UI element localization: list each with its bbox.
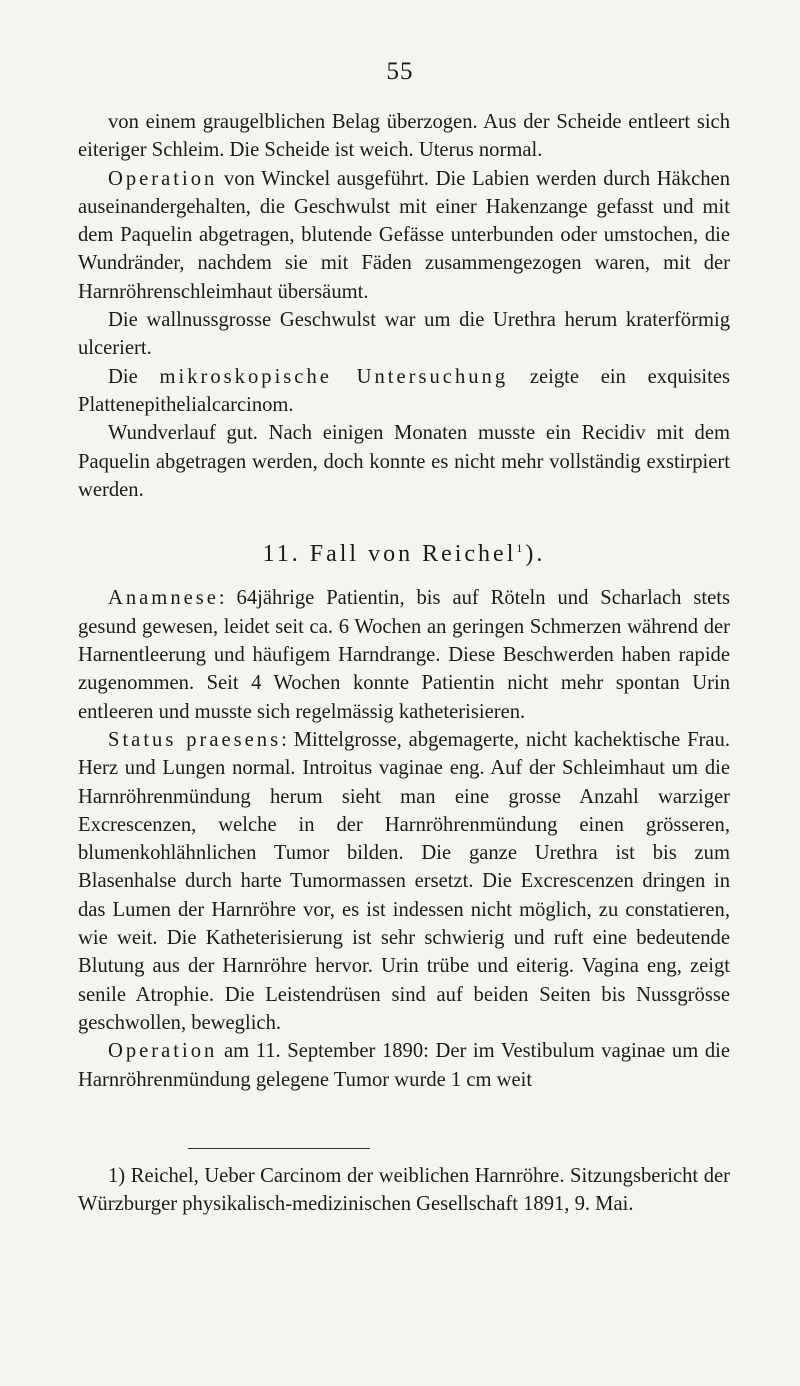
paragraph	[78, 1037, 730, 1094]
footnote-mark: 1	[516, 541, 526, 556]
paragraph	[78, 584, 730, 725]
footnote-divider	[188, 1148, 370, 1149]
section-heading	[78, 534, 730, 568]
paragraph	[78, 108, 730, 165]
paragraph	[78, 363, 730, 420]
body-text	[78, 108, 730, 1094]
paragraph-text: Wundverlauf gut. Nach einigen Monaten musste ein Recidiv mit dem Paquelin abgetragen werden, doch konnte es nicht mehr vollständig exstirpiert werden.	[78, 422, 730, 501]
spaced-heading: mikroskopische Untersuchung	[159, 365, 509, 388]
section-title: 11. Fall von Reichel	[262, 541, 517, 568]
paragraph-text: : 64jährige Patientin, bis auf Röteln und Scharlach stets gesund gewesen, leidet seit ca. 6 Wochen an geringen Schmerzen während der Harnentleerung und häufigem Harndrange. Diese Beschwerden haben rapide zugenommen. Seit 4 Wochen konnte Patientin nicht mehr spontan Urin entleeren und musste sich regelmässig katheterisieren.	[78, 587, 730, 723]
spaced-heading: Operation	[108, 167, 218, 190]
paragraph-text: am 11. September 1890: Der im Vestibulum vaginae um die Harnröhrenmündung gelegene Tumor wurde 1 cm weit	[78, 1040, 730, 1091]
paragraph-text: von einem graugelblichen Belag überzogen. Aus der Scheide entleert sich eiteriger Schleim. Die Scheide ist weich. Uterus normal.	[78, 111, 730, 162]
paragraph-text: von Winckel ausgeführt. Die Labien werden durch Häkchen auseinandergehalten, die Geschwulst mit einer Hakenzange gefasst und mit dem Paquelin abgetragen, blutende Gefässe unterbunden oder umstochen, die Wundränder, nachdem sie mit Fäden zusammengezogen waren, mit der Harnröhrenschleimhaut übersäumt.	[78, 167, 730, 303]
paragraph	[78, 306, 730, 363]
footnote: 1) Reichel, Ueber Carcinom der weiblichen Harnröhre. Sitzungsbericht der Würzburger physikalisch-medizinischen Gesellschaft 1891, 9. Mai.	[78, 1165, 730, 1216]
page-number: 55	[386, 58, 414, 85]
spaced-heading: Operation	[108, 1040, 218, 1063]
paragraph-text: Die	[108, 365, 160, 388]
paragraph	[78, 419, 730, 504]
spaced-heading: Anamnese	[108, 587, 219, 610]
paragraph-text: : Mittelgrosse, abgemagerte, nicht kachektische Frau. Herz und Lungen normal. Introitus vaginae eng. Auf der Schleimhaut um die Harnröhrenmündung herum sieht man eine grosse Anzahl warziger Excrescenzen, welche in der Harnröhrenmündung einen grösseren, blumenkohlähnlichen Tumor bilden. Die ganze Urethra ist bis zum Blasenhalse durch harte Tumormassen ersetzt. Die Excrescenzen dringen in das Lumen der Harnröhre vor, es ist indessen nicht möglich, zu constatieren, wie weit. Die Katheterisierung ist sehr schwierig und ruft eine bedeutende Blutung aus der Harnröhre hervor. Urin trübe und eiterig. Vagina eng, zeigt senile Atrophie. Die Leistendrüsen sind auf beiden Seiten bis Nussgrösse geschwollen, beweglich.	[78, 728, 730, 1034]
section-title-suffix: ).	[525, 541, 546, 568]
paragraph	[78, 165, 730, 306]
spaced-heading: Status praesens	[108, 728, 282, 751]
paragraph-text: Die wallnussgrosse Geschwulst war um die Urethra herum kraterförmig ulceriert.	[78, 309, 730, 360]
paragraph	[78, 726, 730, 1037]
paragraph-text: zeigte ein exquisites Plattenepithelialcarcinom.	[78, 365, 730, 416]
